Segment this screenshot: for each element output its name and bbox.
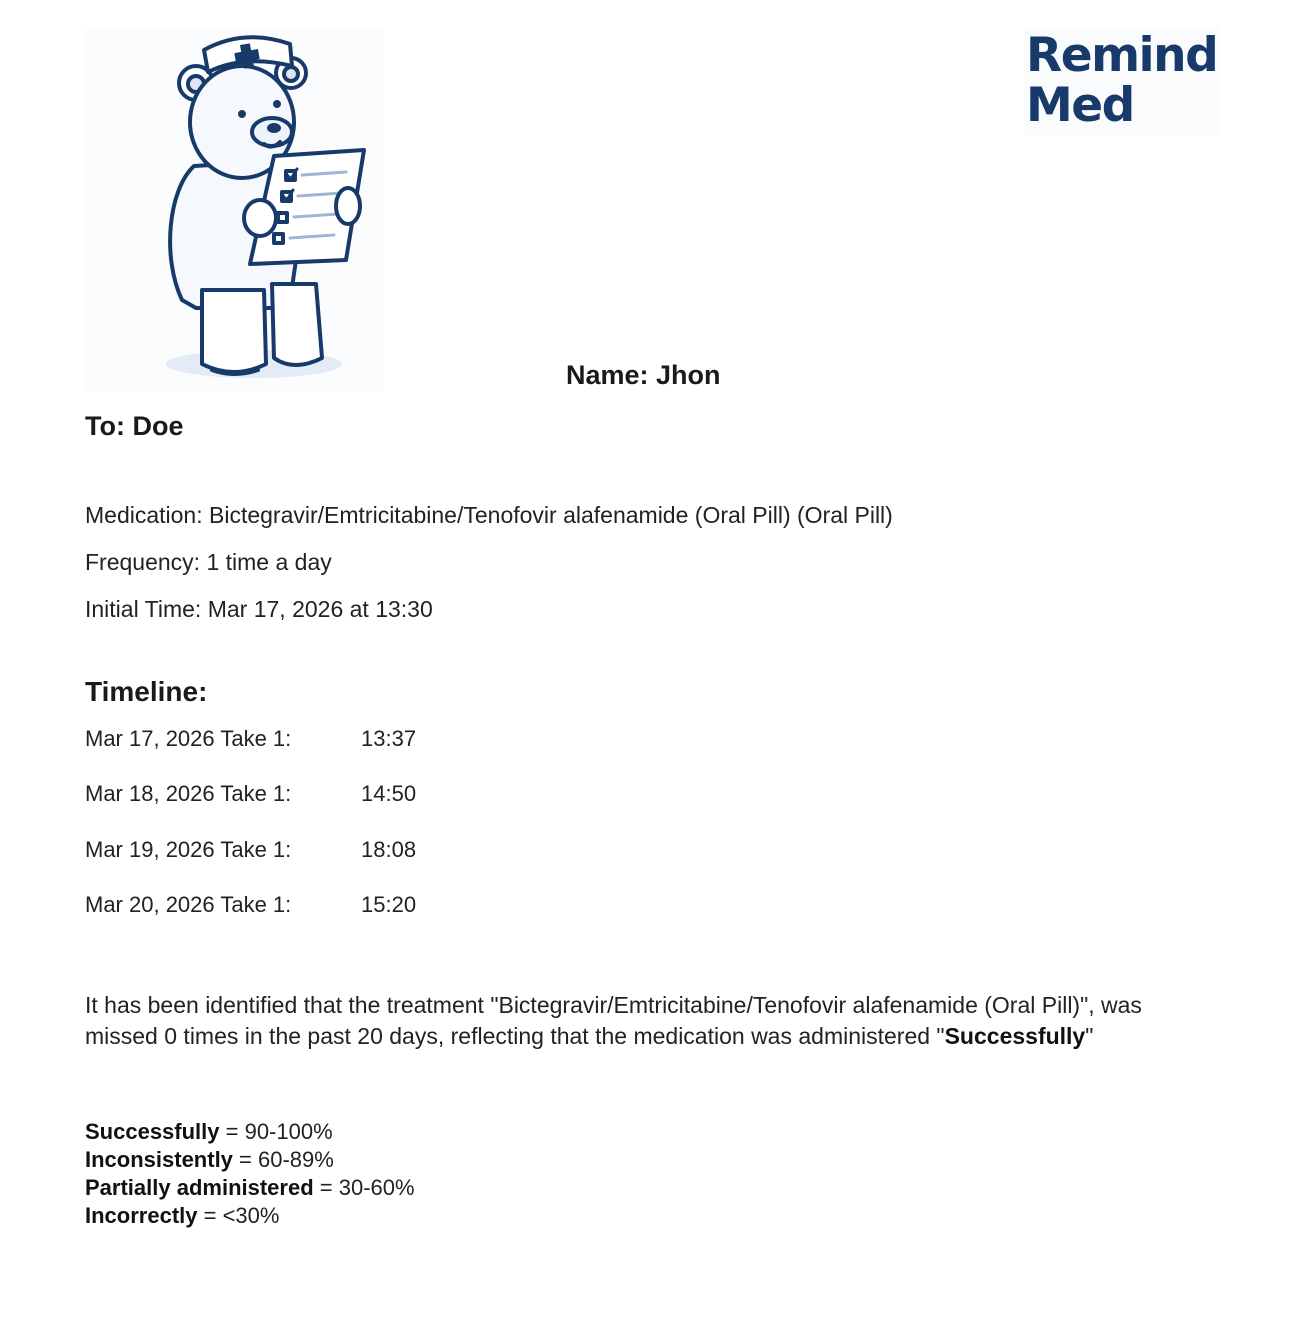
legend-range: = 90-100%	[219, 1119, 333, 1144]
timeline-entry-time: 14:50	[361, 781, 417, 806]
timeline-title: Timeline:	[85, 676, 208, 707]
legend-label: Successfully	[85, 1119, 220, 1144]
legend-label: Incorrectly	[85, 1203, 198, 1228]
summary-closing: "	[1085, 1023, 1094, 1049]
legend-label: Inconsistently	[85, 1147, 233, 1172]
legend-label: Partially administered	[85, 1175, 314, 1200]
timeline-entry	[85, 781, 416, 807]
timeline-entry	[85, 837, 416, 863]
legend-item	[85, 1146, 415, 1174]
patient-name: Name: Jhon	[566, 360, 721, 390]
summary-result: Successfully	[944, 1023, 1086, 1049]
logo-line-1: Remind	[1026, 28, 1218, 83]
recipient: To: Doe	[85, 411, 184, 441]
adherence-summary	[85, 990, 1205, 1052]
legend-item	[85, 1118, 415, 1146]
timeline-entry-time: 15:20	[361, 892, 417, 917]
legend-range: = <30%	[197, 1203, 280, 1228]
timeline-entry-time: 18:08	[361, 837, 417, 862]
timeline-entry	[85, 726, 416, 752]
timeline-entry	[85, 892, 416, 918]
timeline-entry-time: 13:37	[361, 726, 417, 751]
timeline-entry-date: Mar 20, 2026 Take 1:	[85, 892, 292, 917]
legend-range: = 60-89%	[232, 1147, 334, 1172]
nurse-bear-icon	[84, 28, 384, 392]
timeline-entry-date: Mar 18, 2026 Take 1:	[85, 781, 292, 806]
medication-line: Medication: Bictegravir/Emtricitabine/Tenofovir alafenamide (Oral Pill) (Oral Pill)	[85, 502, 893, 528]
logo-line-2: Med	[1026, 78, 1134, 133]
mascot-illustration	[84, 28, 384, 392]
timeline-entry-date: Mar 19, 2026 Take 1:	[85, 837, 292, 862]
legend-range: = 30-60%	[313, 1175, 415, 1200]
summary-text: It has been identified that the treatment "Bictegravir/Emtricitabine/Tenofovir alafenamide (Oral Pill)", was missed 0 times in the past 20 days, reflecting that the medication was administered "	[85, 992, 1142, 1049]
timeline-entry-date: Mar 17, 2026 Take 1:	[85, 726, 292, 751]
legend-item	[85, 1174, 415, 1202]
frequency-line: Frequency: 1 time a day	[85, 549, 332, 575]
brand-logo	[1024, 28, 1219, 136]
adherence-legend	[85, 1118, 415, 1230]
initial-time-line: Initial Time: Mar 17, 2026 at 13:30	[85, 596, 433, 622]
legend-item	[85, 1202, 415, 1230]
